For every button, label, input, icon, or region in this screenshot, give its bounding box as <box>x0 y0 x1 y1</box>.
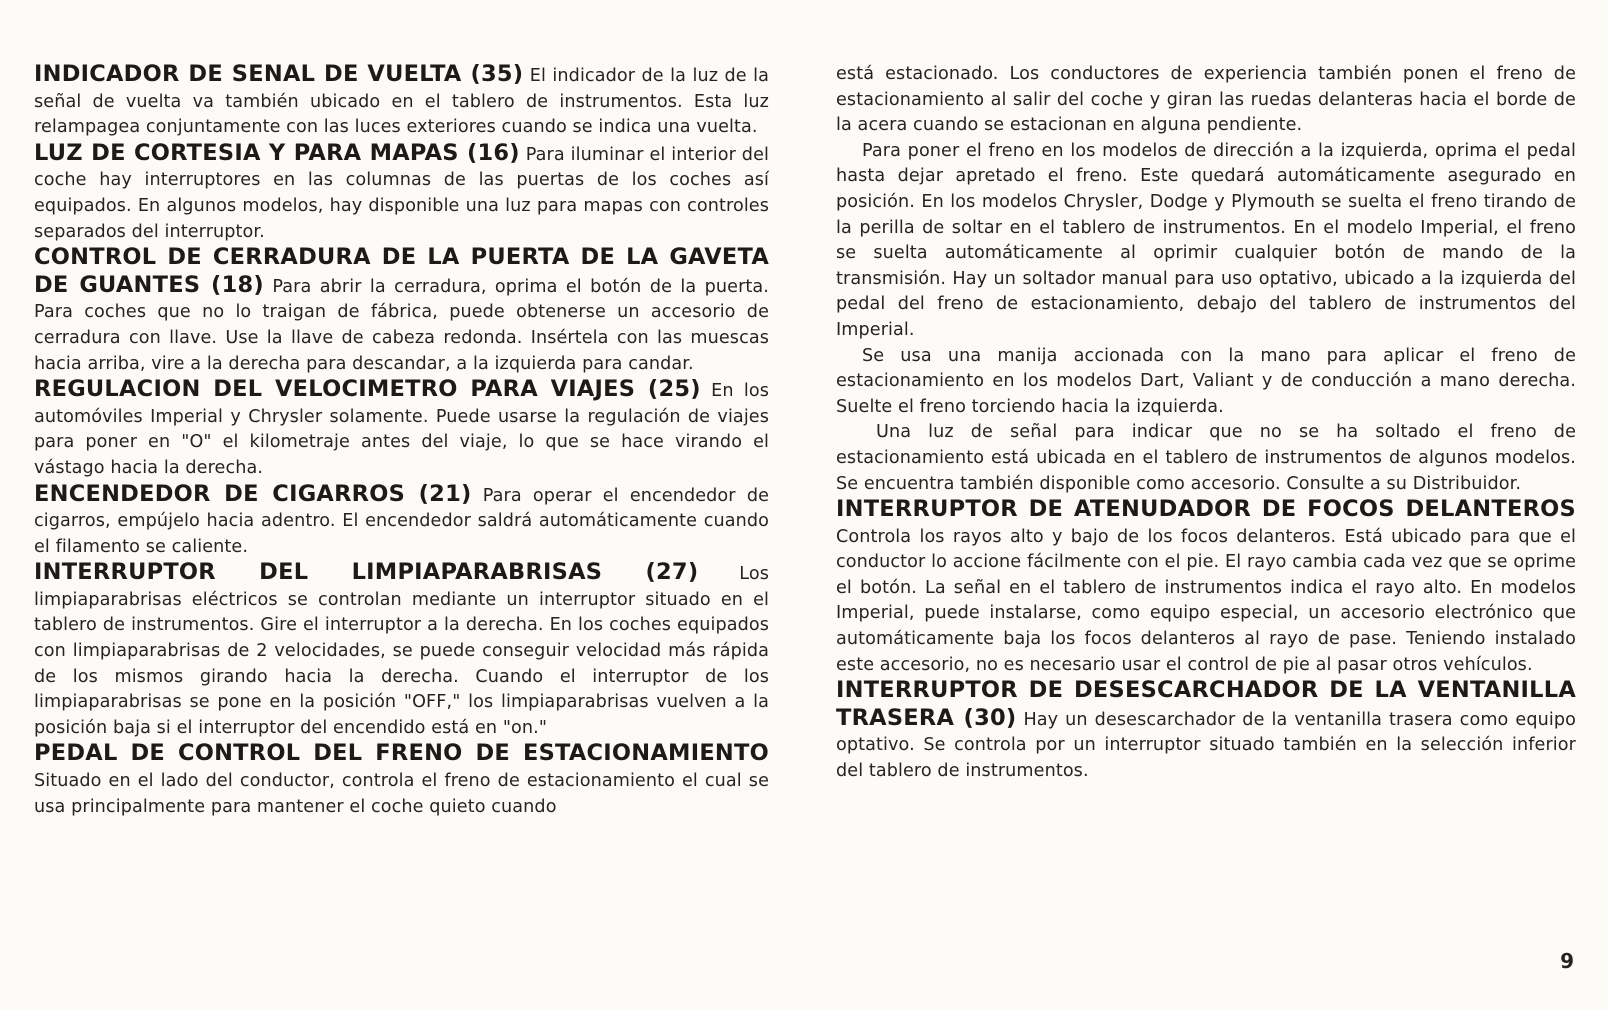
body-rear-window-defroster: Hay un desescarchador de la ventanilla trasera como equipo optativo. Se controla por un interruptor situado también en la selección inferior del tablero de instrumentos. <box>836 709 1576 782</box>
section-cigar-lighter <box>34 482 769 561</box>
body-courtesy-map-light: Para iluminar el interior del coche hay interruptores en las columnas de las puertas de los coches así equipados. En algunos modelos, hay disponible una luz para mapas con controles separados del interruptor. <box>34 144 769 242</box>
body-parking-brake-left-hand-drive: Para poner el freno en los modelos de dirección a la izquierda, oprima el pedal hasta dejar apretado el freno. Este quedará automáticamente asegurado en posición. En los modelos Chrysler, Dodge y Plymouth se suelta el freno tirando de la perilla de soltar en el tablero de instrumentos. En el modelo Imperial, el freno se suelta automáticamente al oprimir cualquier botón de mando de la transmisión. Hay un soltador manual para uso optativo, ubicado a la izquierda del pedal del freno de estacionamiento, debajo del tablero de instrumentos del Imperial. <box>836 140 1576 340</box>
heading-trip-odometer: REGULACION DEL VELOCIMETRO PARA VIAJES (25) <box>34 376 701 403</box>
section-courtesy-map-light <box>34 141 769 245</box>
body-parking-brake-warning-light: Una luz de señal para indicar que no se ha soltado el freno de estacionamiento está ubicada en el tablero de instrumentos de algunos modelos. Se encuentra también disponible como accesorio. Consulte a su Distribuidor. <box>836 422 1576 494</box>
page-number: 9 <box>1560 949 1574 973</box>
body-parking-brake-hand-lever: Se usa una manija accionada con la mano para aplicar el freno de estacionamiento en los modelos Dart, Valiant y de conducción a mano derecha. Suelte el freno torciendo hacia la izquierda. <box>836 345 1576 417</box>
body-headlight-dimmer-switch: Controla los rayos alto y bajo de los focos delanteros. Está ubicado para que el conductor lo accione fácilmente con el pie. El rayo cambia cada vez que se oprime el botón. La señal en el tablero de instrumentos indica el rayo alto. En modelos Imperial, puede instalarse, como equipo especial, un accesorio electrónico que automáticamente baja los focos delanteros al rayo de pase. Teniendo instalado este accesorio, no es necesario usar el control de pie al pasar otros vehículos. <box>836 526 1576 675</box>
heading-courtesy-map-light: LUZ DE CORTESIA Y PARA MAPAS (16) <box>34 139 520 166</box>
body-parking-brake-pedal: Situado en el lado del conductor, controla el freno de estacionamiento el cual se usa principalmente para mantener el coche quieto cuando <box>34 771 769 817</box>
parking-brake-continued <box>836 62 1576 139</box>
section-parking-brake-pedal <box>34 741 769 820</box>
body-cigar-lighter: Para operar el encendedor de cigarros, empújelo hacia adentro. El encendedor saldrá automáticamente cuando el filamento se caliente. <box>34 485 770 557</box>
heading-glove-box-lock: CONTROL DE CERRADURA DE LA PUERTA DE LA GAVETA DE GUANTES (18) <box>34 244 769 298</box>
body-windshield-wiper-switch: Los limpiaparabrisas eléctricos se controlan mediante un interruptor situado en el tablero de instrumentos. Gire el interruptor a la derecha. En los coches equipados con limpiaparabrisas de 2 velocidades, se puede conseguir velocidad más rápida de los mismos girando hacia la derecha. Cuando el interruptor de los limpiaparabrisas se pone en la posición "OFF," los limpiaparabrisas vuelven a la posición baja si el interruptor del encendido está en "on." <box>34 564 769 738</box>
heading-turn-signal-indicator: INDICADOR DE SENAL DE VUELTA (35) <box>34 61 524 87</box>
body-parking-brake-continued: está estacionado. Los conductores de experiencia también ponen el freno de estacionamiento al salir del coche y giran las ruedas delanteras hacia el borde de la acera cuando se estacionan en alguna pendiente. <box>836 64 1576 136</box>
heading-windshield-wiper-switch: INTERRUPTOR DEL LIMPIAPARABRISAS (27) <box>34 559 699 586</box>
heading-rear-window-defroster: INTERRUPTOR DE DESESCARCHADOR DE LA VENTANILLA TRASERA (30) <box>836 677 1576 731</box>
heading-headlight-dimmer-switch: INTERRUPTOR DE ATENUDADOR DE FOCOS DELANTEROS <box>836 496 1576 523</box>
parking-brake-warning-light <box>836 420 1576 497</box>
heading-cigar-lighter: ENCENDEDOR DE CIGARROS (21) <box>34 480 472 507</box>
section-turn-signal-indicator <box>34 62 769 141</box>
section-windshield-wiper-switch <box>34 560 769 741</box>
body-trip-odometer: En los automóviles Imperial y Chrysler solamente. Puede usarse la regulación de viajes para poner en "O" el kilometraje antes del viaje, lo que se hace virando el vástago hacia la derecha. <box>34 381 769 478</box>
heading-parking-brake-pedal: PEDAL DE CONTROL DEL FRENO DE ESTACIONAMIENTO <box>34 740 769 767</box>
parking-brake-left-hand-drive <box>836 139 1576 344</box>
section-glove-box-lock <box>34 245 769 377</box>
section-rear-window-defroster <box>836 678 1576 784</box>
left-column <box>34 62 769 820</box>
right-column <box>836 62 1576 785</box>
section-trip-odometer <box>34 377 769 481</box>
body-turn-signal-indicator: El indicador de la luz de la señal de vuelta va también ubicado en el tablero de instrumentos. Esta luz relampagea conjuntamente con las luces exteriores cuando se indica una vuelta. <box>34 66 769 138</box>
body-glove-box-lock: Para abrir la cerradura, oprima el botón de la puerta. Para coches que no lo traigan de fábrica, puede obtenerse un accesorio de cerradura con llave. Use la llave de cabeza redonda. Insértela con las muescas hacia arriba, vire a la derecha para descandar, a la izquierda para candar. <box>34 276 769 374</box>
section-headlight-dimmer-switch <box>836 497 1576 678</box>
parking-brake-hand-lever <box>836 344 1576 421</box>
